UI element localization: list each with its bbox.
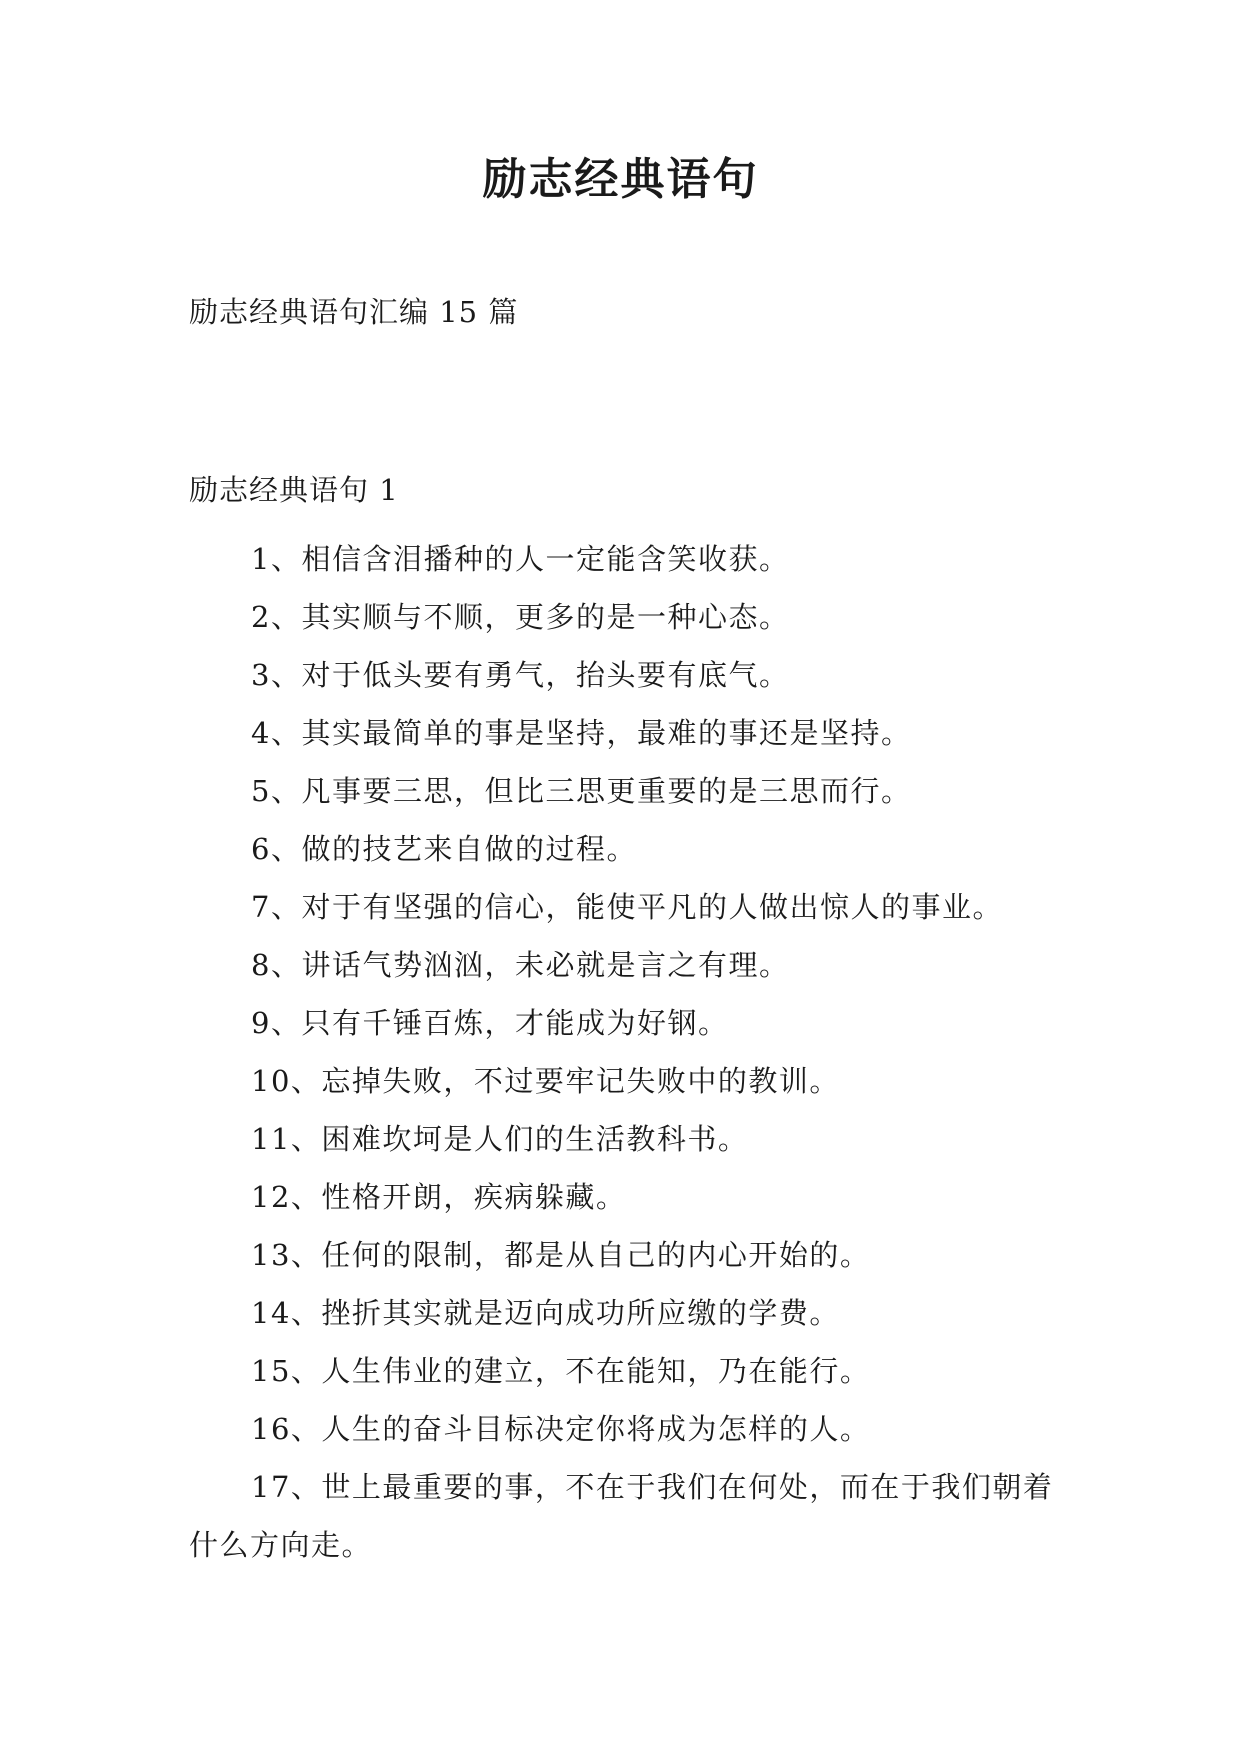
quote-item: 1、相信含泪播种的人一定能含笑收获。	[251, 542, 790, 576]
quote-item: 6、做的技艺来自做的过程。	[251, 832, 637, 866]
quote-item: 3、对于低头要有勇气，抬头要有底气。	[251, 658, 790, 692]
quote-item: 5、凡事要三思，但比三思更重要的是三思而行。	[251, 774, 912, 808]
quote-item: 9、只有千锤百炼，才能成为好钢。	[251, 1006, 729, 1040]
quote-item: 11、困难坎坷是人们的生活教科书。	[251, 1122, 749, 1156]
quote-item: 10、忘掉失败，不过要牢记失败中的教训。	[251, 1064, 840, 1098]
quote-item: 15、人生伟业的建立，不在能知，乃在能行。	[251, 1354, 871, 1388]
quote-item: 8、讲话气势汹汹，未必就是言之有理。	[251, 948, 790, 982]
quote-item: 17、世上最重要的事，不在于我们在何处，而在于我们朝着什么方向走。	[189, 1470, 1054, 1562]
quote-item: 2、其实顺与不顺，更多的是一种心态。	[251, 600, 790, 634]
quote-item: 13、任何的限制，都是从自己的内心开始的。	[251, 1238, 871, 1272]
quote-item: 14、挫折其实就是迈向成功所应缴的学费。	[251, 1296, 840, 1330]
quote-list	[189, 530, 1069, 1574]
document-title: 励志经典语句	[482, 154, 759, 205]
quote-item: 16、人生的奋斗目标决定你将成为怎样的人。	[251, 1412, 871, 1446]
document-subtitle: 励志经典语句汇编 15 篇	[189, 295, 519, 329]
quote-item: 12、性格开朗，疾病躲藏。	[251, 1180, 627, 1214]
quote-item: 4、其实最简单的事是坚持，最难的事还是坚持。	[251, 716, 912, 750]
section-heading: 励志经典语句 1	[189, 473, 399, 507]
quote-item: 7、对于有坚强的信心，能使平凡的人做出惊人的事业。	[251, 890, 1003, 924]
